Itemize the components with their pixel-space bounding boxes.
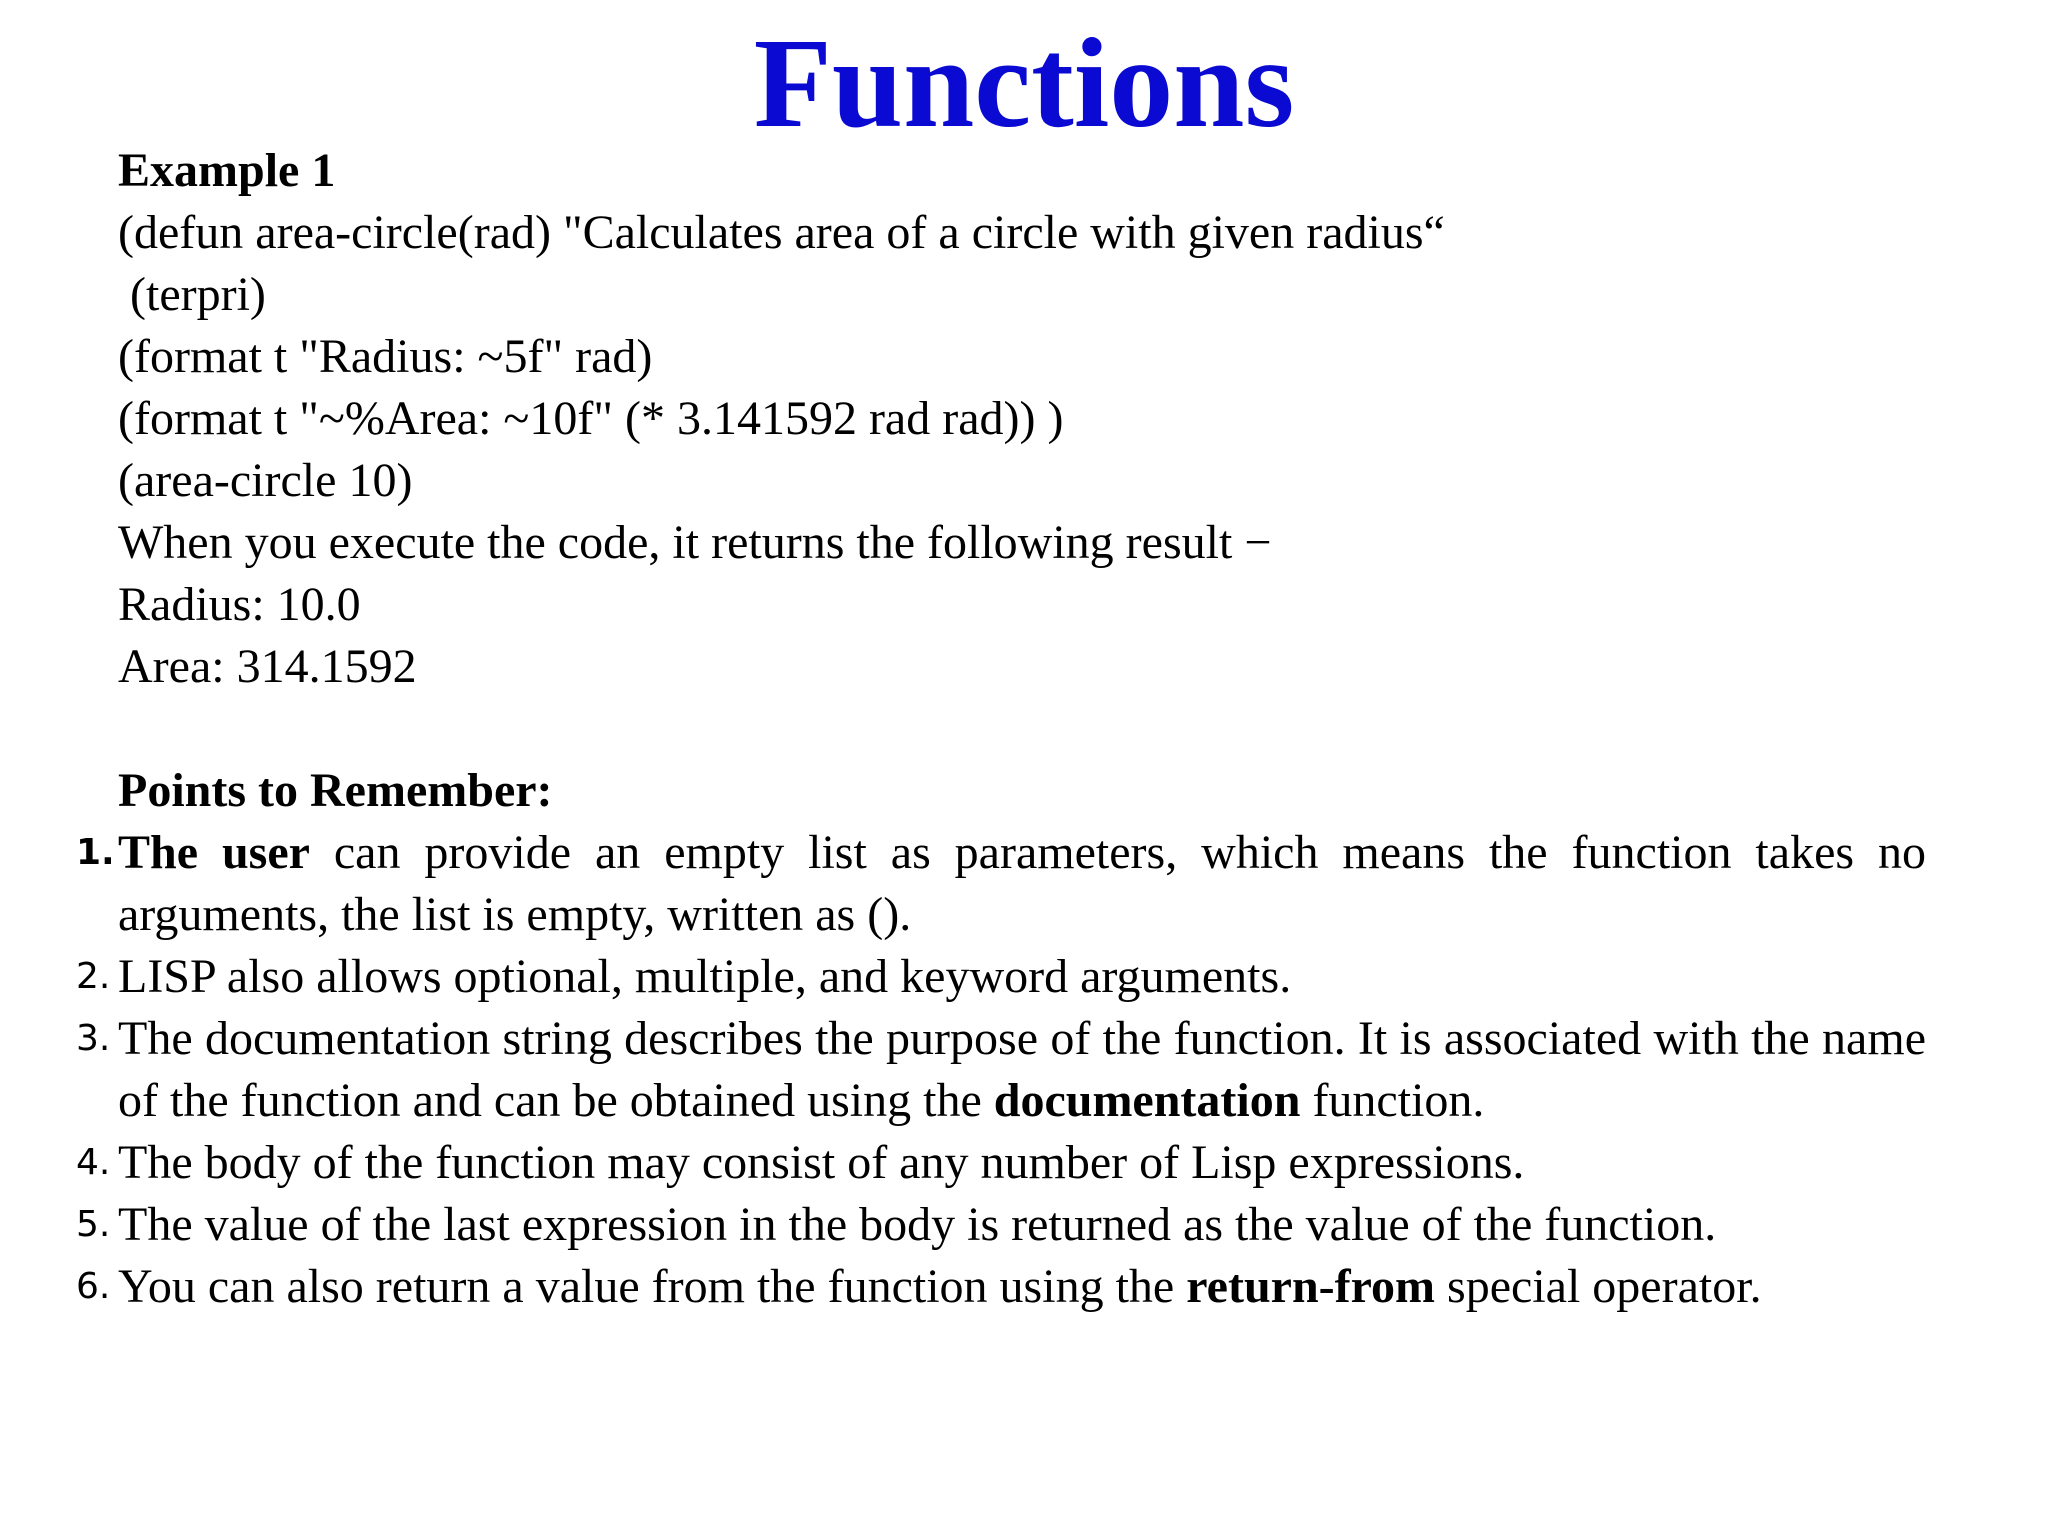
list-number: 4. [76, 1142, 111, 1183]
item-text: The body of the function may consist of any number of Lisp expressions. [118, 1136, 1525, 1189]
code-line: (area-circle 10) [118, 454, 413, 507]
list-number: 5. [76, 1204, 111, 1245]
list-item [76, 1256, 1936, 1318]
bold-term: return-from [1186, 1260, 1436, 1313]
item-text: function. [1300, 1074, 1485, 1127]
code-line: (defun area-circle(rad) "Calculates area of a circle with given radius“ [118, 206, 1445, 259]
item-text: The documentation string describes the purpose of the function. It is associated with the name of the function and can be obtained using the [118, 1012, 1926, 1127]
list-number: 1. [76, 832, 115, 873]
list-number: 2. [76, 956, 111, 997]
list-item [76, 1008, 1936, 1132]
item-text: You can also return a value from the function using the [118, 1260, 1187, 1313]
example-heading: Example 1 [118, 144, 336, 197]
bold-term: The user [118, 826, 310, 879]
list-number: 6. [76, 1266, 111, 1307]
item-text: The value of the last expression in the body is returned as the value of the function. [118, 1198, 1717, 1251]
list-number: 3. [76, 1018, 111, 1059]
slide-body [118, 140, 1948, 822]
points-list [76, 822, 1936, 1318]
result-line: Radius: 10.0 [118, 578, 361, 631]
item-text: LISP also allows optional, multiple, and keyword arguments. [118, 950, 1292, 1003]
result-intro: When you execute the code, it returns the following result − [118, 516, 1272, 569]
code-line: (format t "Radius: ~5f" rad) [118, 330, 653, 383]
list-item [76, 1194, 1936, 1256]
points-heading: Points to Remember: [118, 764, 553, 817]
code-line: (terpri) [130, 268, 266, 321]
result-line: Area: 314.1592 [118, 640, 417, 693]
bold-term: documentation [993, 1074, 1301, 1127]
list-item [76, 946, 1936, 1008]
code-line: (format t "~%Area: ~10f" (* 3.141592 rad rad)) ) [118, 392, 1064, 445]
list-item [76, 1132, 1936, 1194]
item-text: can provide an empty list as parameters, which means the function takes no arguments, the list is empty, written as (). [118, 826, 1926, 941]
item-text: special operator. [1435, 1260, 1762, 1313]
list-item [76, 822, 1936, 946]
slide-title: Functions [753, 12, 1295, 154]
